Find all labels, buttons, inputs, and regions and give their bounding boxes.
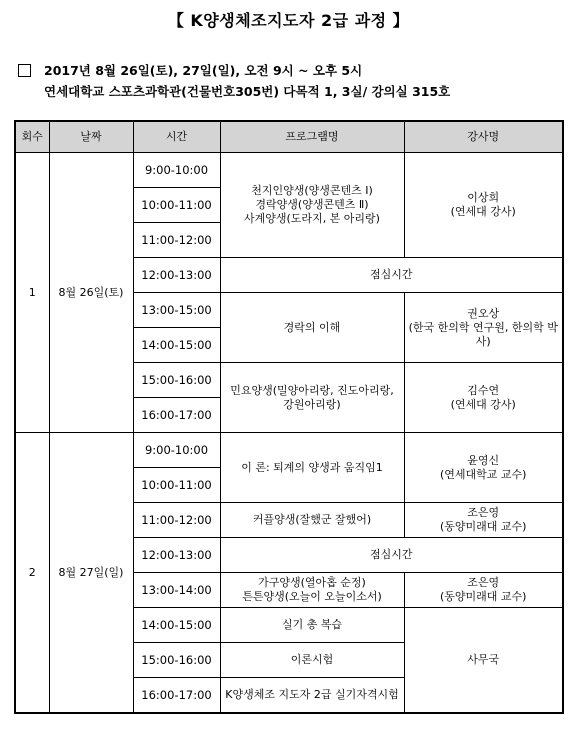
header-date: 날짜 xyxy=(49,121,133,153)
day2-program-3: 가구양생(열아홉 순정) 튼튼양생(오늘이 오늘이소서) xyxy=(220,573,404,608)
day2-date: 8월 27일(일) xyxy=(49,433,133,714)
day2-instructor-4: 사무국 xyxy=(404,608,563,714)
day2-program-4: 실기 총 복습 xyxy=(220,608,404,643)
day2-instructor-2: 조은영 (동양미래대 교수) xyxy=(404,503,563,538)
page-title: 【 K양생체조지도자 2급 과정 】 xyxy=(167,11,410,30)
time-cell: 11:00-12:00 xyxy=(133,503,220,538)
time-cell: 14:00-15:00 xyxy=(133,328,220,363)
time-cell: 11:00-12:00 xyxy=(133,223,220,258)
time-cell: 16:00-17:00 xyxy=(133,398,220,433)
time-cell: 13:00-15:00 xyxy=(133,293,220,328)
time-cell: 14:00-15:00 xyxy=(133,608,220,643)
header-instructor: 강사명 xyxy=(404,121,563,153)
day1-program-3: 민요양생(밀양아리랑, 진도아리랑, 강원아리랑) xyxy=(220,363,404,433)
day1-instructor-1: 이상희 (연세대 강사) xyxy=(404,153,563,258)
time-cell: 15:00-16:00 xyxy=(133,643,220,678)
table-row xyxy=(15,433,563,468)
time-cell: 9:00-10:00 xyxy=(133,153,220,188)
header-round: 회수 xyxy=(15,121,49,153)
event-info xyxy=(18,60,450,102)
time-cell: 10:00-11:00 xyxy=(133,468,220,503)
time-cell: 10:00-11:00 xyxy=(133,188,220,223)
day1-program-1: 천지인양생(양생콘텐츠 Ⅰ) 경락양생(양생콘텐츠 Ⅱ) 사계양생(도라지, 본 아리랑) xyxy=(220,153,404,258)
day2-instructor-3: 조은영 (동양미래대 교수) xyxy=(404,573,563,608)
schedule-table xyxy=(14,120,564,714)
day1-instructor-2: 권오상 (한국 한의학 연구원, 한의학 박사) xyxy=(404,293,563,363)
time-cell: 16:00-17:00 xyxy=(133,678,220,714)
day2-program-6: K양생체조 지도자 2급 실기자격시험 xyxy=(220,678,404,714)
time-cell: 13:00-14:00 xyxy=(133,573,220,608)
day1-instructor-3: 김수연 (연세대 강사) xyxy=(404,363,563,433)
day2-round: 2 xyxy=(15,433,49,714)
day2-program-1: 이 론: 퇴계의 양생과 움직임1 xyxy=(220,433,404,503)
day2-instructor-1: 윤영신 (연세대학교 교수) xyxy=(404,433,563,503)
time-cell: 12:00-13:00 xyxy=(133,538,220,573)
header-program: 프로그램명 xyxy=(220,121,404,153)
day1-round: 1 xyxy=(15,153,49,433)
day2-lunch: 점심시간 xyxy=(220,538,563,573)
day1-lunch: 점심시간 xyxy=(220,258,563,293)
day1-program-2: 경락의 이해 xyxy=(220,293,404,363)
event-location-text: 연세대학교 스포츠과학관(건물번호305번) 다목적 1, 3실/ 강의실 315호 xyxy=(44,84,451,99)
time-cell: 15:00-16:00 xyxy=(133,363,220,398)
event-info-line-1 xyxy=(18,60,450,81)
time-cell: 12:00-13:00 xyxy=(133,258,220,293)
day2-program-2: 커플양생(잘했군 잘했어) xyxy=(220,503,404,538)
time-cell: 9:00-10:00 xyxy=(133,433,220,468)
checkbox-icon xyxy=(18,64,31,77)
table-row xyxy=(15,153,563,188)
day2-program-5: 이론시험 xyxy=(220,643,404,678)
header-time: 시간 xyxy=(133,121,220,153)
event-date-text: 2017년 8월 26일(토), 27일(일), 오전 9시 ~ 오후 5시 xyxy=(44,63,363,78)
table-header-row xyxy=(15,121,563,153)
event-info-line-2 xyxy=(18,81,450,102)
day1-date: 8월 26일(토) xyxy=(49,153,133,433)
